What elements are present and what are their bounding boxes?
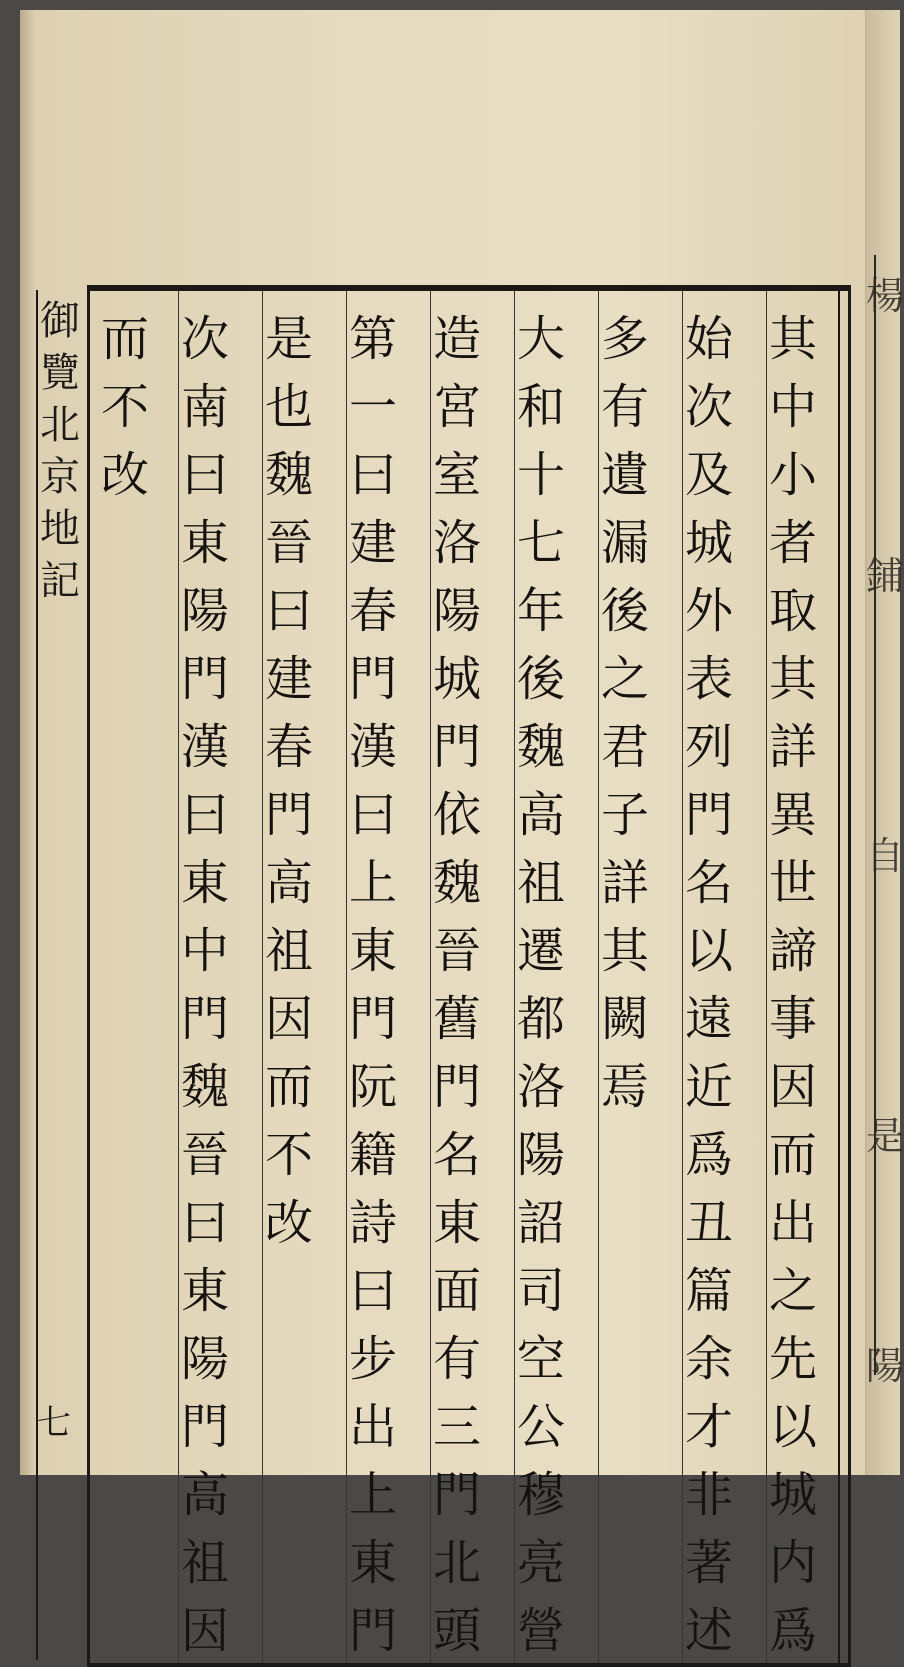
next-page-rule xyxy=(874,255,876,1375)
text-column: 始 次 及 城 外 表 列 門 名 以 遠 近 爲 丑 篇 余 才 非 著 述 xyxy=(684,311,733,1659)
text-column: 多 有 遺 漏 後 之 君 子 詳 其 闕 焉 xyxy=(600,311,649,1115)
next-page-char: 自 xyxy=(866,834,904,878)
text-column: 次 南 曰 東 陽 門 漢 曰 東 中 門 魏 晉 曰 東 陽 門 高 祖 因 xyxy=(180,311,229,1659)
text-column: 是 也 魏 晉 曰 建 春 門 高 祖 因 而 不 改 xyxy=(264,311,313,1251)
next-page-edge xyxy=(866,10,904,1475)
next-page-char: 陽 xyxy=(866,1344,904,1388)
text-column: 第 一 曰 建 春 門 漢 曰 上 東 門 阮 籍 詩 曰 步 出 上 東 門 xyxy=(348,311,397,1659)
fold-shadow xyxy=(20,10,36,1475)
next-page-char: 楊 xyxy=(866,274,904,318)
next-page-char: 鋪 xyxy=(866,554,904,598)
inner-border xyxy=(838,291,840,1663)
text-column: 大 和 十 七 年 後 魏 高 祖 遷 都 洛 陽 詔 司 空 公 穆 亮 營 xyxy=(516,311,565,1659)
margin-title: 御 覽 北 京 地 記 xyxy=(40,298,80,604)
text-column: 造 宮 室 洛 陽 城 門 依 魏 晉 舊 門 名 東 面 有 三 門 北 頭 xyxy=(432,311,481,1659)
text-column: 而 不 改 xyxy=(100,311,149,503)
text-column: 其 中 小 者 取 其 詳 異 世 諦 事 因 而 出 之 先 以 城 内 爲 xyxy=(768,311,817,1659)
next-page-char: 是 xyxy=(866,1114,904,1158)
folio-number: 七 xyxy=(37,1403,71,1443)
